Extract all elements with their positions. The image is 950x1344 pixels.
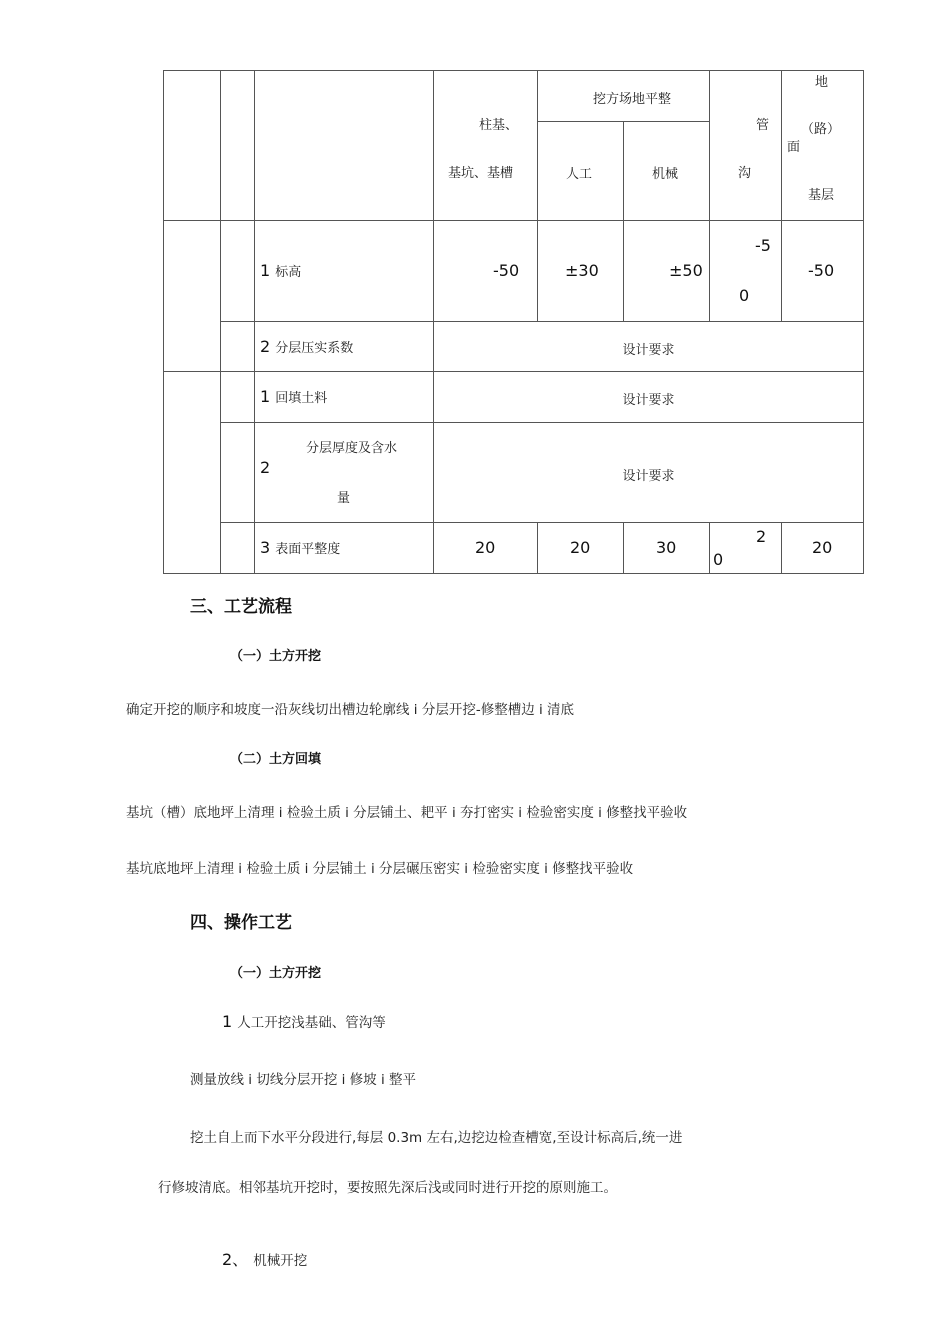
row1-num: 1	[260, 261, 271, 280]
header-pipe-trench-1: 管	[756, 118, 770, 133]
row1-value-foundation: -50	[493, 261, 520, 280]
row2-num: 2	[260, 337, 271, 356]
section-4-paragraph-line1: 挖土自上而下水平分段进行,每层 0.3m 左右,边挖边检查槽宽,至设计标高后,统一进	[190, 1130, 683, 1146]
section-4-manual-flow: 测量放线 i 切线分层开挖 i 修坡 i 整平	[190, 1072, 416, 1088]
row1-value-manual: ±30	[565, 261, 599, 280]
table-line	[220, 522, 864, 523]
header-pipe-trench-2: 沟	[738, 166, 752, 181]
row4-num: 2	[260, 458, 271, 477]
section-4-paragraph-line2: 行修坡清底。相邻基坑开挖时，要按照先深后浅或同时进行开挖的原则施工。	[158, 1180, 617, 1196]
row4-text-b: 量	[337, 491, 351, 506]
section-3-title: 三、工艺流程	[190, 597, 292, 617]
row5-text: 表面平整度	[275, 542, 341, 557]
row5-value-ground: 20	[812, 538, 833, 557]
section-3-sub-excavation: （一）土方开挖	[230, 649, 322, 664]
row5-value-trench-a: 2	[756, 527, 767, 546]
table-line	[254, 70, 255, 574]
section-3-backfill-flow-mechanical: 基坑底地坪上清理 i 检验土质 i 分层铺土 i 分层碾压密实 i 检验密实度 i 修整找平验收	[126, 861, 634, 877]
table-line	[537, 522, 538, 574]
header-ground-4: 基层	[808, 188, 835, 203]
row5-num: 3	[260, 538, 271, 557]
row4-text-a: 分层厚度及含水	[306, 441, 398, 456]
row1-label	[260, 261, 301, 280]
table-line	[537, 70, 538, 322]
table-line	[781, 522, 782, 574]
table-line	[220, 422, 864, 423]
section-4-item-1-text: 人工开挖浅基础、管沟等	[237, 1015, 386, 1031]
section-4-sub-excavation: （一）土方开挖	[230, 966, 322, 981]
row3-value: 设计要求	[622, 393, 675, 408]
row3-num: 1	[260, 387, 271, 406]
table-line	[709, 522, 710, 574]
row2-text: 分层压实系数	[275, 341, 354, 356]
row5-value-foundation: 20	[475, 538, 496, 557]
header-foundation-line2: 基坑、基槽	[448, 166, 514, 181]
table-line	[220, 70, 221, 574]
row5-value-trench-b: 0	[713, 550, 724, 569]
table-line	[163, 371, 864, 372]
row1-text: 标高	[275, 265, 302, 280]
row1-value-trench-a: -5	[755, 236, 771, 255]
header-group-site-leveling: 挖方场地平整	[593, 92, 672, 107]
table-line	[433, 70, 434, 574]
row1-value-mechanical: ±50	[669, 261, 703, 280]
row5-value-manual: 20	[570, 538, 591, 557]
table-line	[623, 522, 624, 574]
header-manual: 人工	[566, 167, 593, 182]
row3-label	[260, 387, 327, 406]
section-3-excavation-flow: 确定开挖的顺序和坡度一沿灰线切出槽边轮廓线 i 分层开挖-修整槽边 i 清底	[126, 702, 575, 718]
row5-value-mechanical: 30	[656, 538, 677, 557]
row5-label	[260, 538, 340, 557]
table-line	[220, 321, 864, 322]
row1-value-ground: -50	[808, 261, 835, 280]
header-foundation-line1: 柱基、	[479, 118, 519, 133]
section-3-backfill-flow-manual: 基坑（槽）底地坪上清理 i 检验土质 i 分层铺土、耙平 i 夯打密实 i 检验密实度 i 修整找平验收	[126, 805, 688, 821]
row1-value-trench-b: 0	[739, 286, 750, 305]
section-4-item-2-num: 2、	[222, 1250, 249, 1269]
section-4-title: 四、操作工艺	[190, 913, 292, 933]
section-3-sub-backfill: （二）土方回填	[230, 752, 322, 767]
row3-text: 回填土料	[275, 391, 328, 406]
table-border-right	[863, 70, 864, 574]
table-line	[163, 220, 864, 221]
section-4-item-1-num: 1	[222, 1012, 233, 1031]
row2-label	[260, 337, 353, 356]
table-border-top	[163, 70, 864, 71]
table-line	[709, 70, 710, 322]
section-4-item-2-text: 机械开挖	[253, 1253, 308, 1269]
section-4-item-2	[222, 1247, 307, 1270]
header-ground-1: 地	[815, 75, 829, 90]
header-ground-2: （路）	[801, 122, 841, 137]
table-line	[781, 70, 782, 322]
table-border-bottom	[163, 573, 864, 574]
table-line	[623, 121, 624, 322]
table-border-left	[163, 70, 164, 574]
row4-value: 设计要求	[622, 469, 675, 484]
row2-value: 设计要求	[622, 343, 675, 358]
header-mechanical: 机械	[652, 167, 679, 182]
header-ground-3: 面	[787, 140, 801, 155]
section-4-item-1	[222, 1011, 386, 1031]
